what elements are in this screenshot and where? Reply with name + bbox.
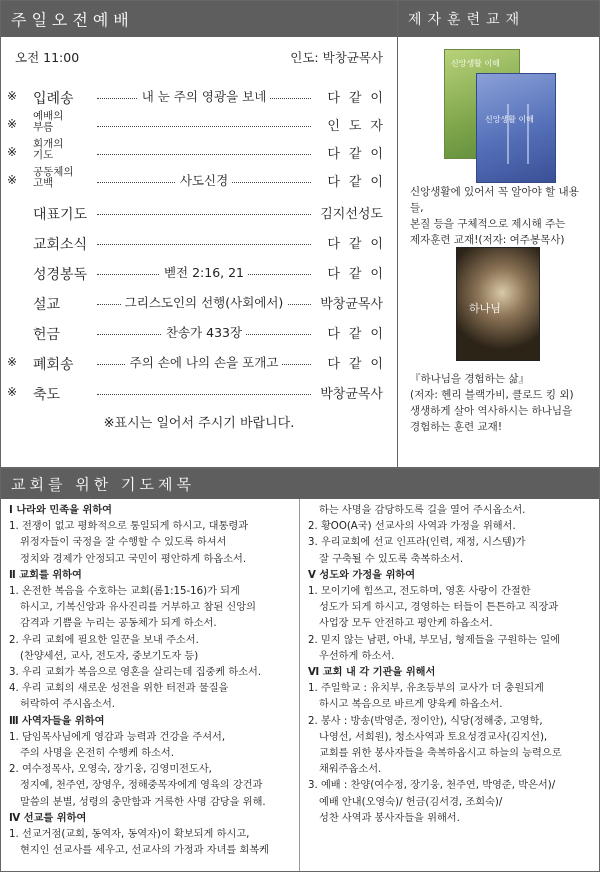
order-item-performer: 다같이 — [323, 233, 392, 252]
prayer-line: 현지인 선교사를 세우고, 선교사의 가정과 자녀를 회복케 — [20, 845, 270, 857]
order-item-name: 대표기도 — [33, 207, 88, 223]
book2-title: 신앙생활 이해 — [485, 115, 534, 124]
prayer-line: 예배 안내(오영숙)/ 헌금(김서경, 조희숙)/ — [319, 796, 503, 808]
prayer-line: 위정자들이 국정을 잘 수행할 수 있도록 하셔서 — [20, 537, 227, 549]
prayer-line: 하시고, 기복신앙과 유사진리를 거부하고 참된 신앙의 — [20, 602, 256, 614]
order-item-detail-text: 벧전 2:16, 21 — [160, 265, 248, 280]
prayer-section-heading: Ⅴ 성도와 가정을 위하여 — [308, 569, 416, 581]
prayer-line: 1. 전쟁이 없고 평화적으로 통일되게 하시고, 대통령과 — [9, 521, 249, 533]
order-item-performer: 다같이 — [323, 323, 392, 342]
order-item-name: 폐회송 — [33, 357, 74, 373]
order-item-detail-text: 그리스도인의 선행(사회에서) — [121, 295, 288, 310]
order-item-detail — [101, 323, 307, 341]
standing-note: ※표시는 일어서 주시기 바랍니다. — [103, 416, 295, 431]
leader-dots — [97, 214, 311, 215]
prayer-line: 2. 봉사 : 방송(박영준, 정이안), 식당(정해중, 고영학, — [308, 715, 543, 727]
book-description-line: 『하나님을 경험하는 삶』 — [410, 373, 529, 385]
standing-mark: ※ — [7, 145, 18, 159]
standing-mark: ※ — [7, 355, 18, 369]
order-item-detail-text: 내 눈 주의 영광을 보네 — [138, 89, 271, 104]
prayer-line: 하시고 복음으로 바르게 양육케 하옵소서. — [319, 699, 503, 711]
prayer-line: (찬양세션, 교사, 전도자, 중보기도자 등) — [20, 650, 199, 662]
order-item — [1, 167, 398, 193]
prayer-section-heading: Ⅵ 교회 내 각 기관을 위해서 — [308, 667, 436, 679]
order-item-performer: 다같이 — [323, 143, 392, 162]
prayer-line: 3. 우리교회에 선교 인프라(인력, 재정, 시스템)가 — [308, 537, 526, 549]
prayer-line: 2. 믿지 않는 남편, 아내, 부모님, 형제들을 구원하는 일에 — [308, 634, 561, 646]
order-item-performer: 김지선성도 — [315, 203, 383, 222]
prayer-line: 하는 사명을 감당하도록 길을 열어 주시옵소서. — [319, 505, 526, 516]
prayer-line: 우선하게 하소서. — [319, 650, 395, 662]
order-item — [1, 229, 398, 255]
order-item — [1, 259, 398, 285]
prayer-line: 1. 선교거점(교회, 동역자, 동역자)이 확보되게 하시고, — [9, 829, 250, 841]
order-item-name: 입례송 — [33, 91, 74, 107]
order-item-name: 성경봉독 — [33, 267, 88, 283]
worship-header — [1, 1, 397, 37]
prayer-line: 정지예, 천주연, 장영우, 정해중목자에게 영육의 강건과 — [20, 780, 263, 792]
order-item-name-line: 예배의 — [33, 110, 64, 122]
order-item-name-line: 회개의 — [33, 138, 64, 150]
book3-title: 하나님 — [469, 302, 501, 315]
order-item — [1, 139, 398, 165]
book-description-line: 본질 등을 구체적으로 제시해 주는 — [410, 218, 566, 230]
leader-dots — [97, 154, 311, 155]
order-item-performer: 다같이 — [323, 171, 392, 190]
standing-mark: ※ — [7, 117, 18, 131]
order-item-name-line: 공동체의 — [33, 166, 74, 178]
order-item-detail-text: 주의 손에 나의 손을 포개고 — [126, 355, 283, 370]
prayer-line: 허락하여 주시옵소서. — [20, 699, 116, 711]
prayer-header — [1, 469, 599, 499]
prayer-section-heading: Ⅳ 선교를 위하여 — [9, 812, 87, 824]
order-item-detail — [101, 171, 307, 189]
order-item-name-line: 부름 — [33, 121, 54, 133]
prayer-line: 1. 온전한 복음을 수호하는 교회(롬1:15-16)가 되게 — [9, 586, 240, 598]
order-item-performer: 다같이 — [323, 263, 392, 282]
prayer-section-heading: Ⅱ 교회를 위하여 — [9, 569, 82, 581]
order-item-detail — [101, 293, 307, 311]
prayer-section-heading: Ⅰ 나라와 민족을 위하여 — [9, 505, 112, 516]
book2-description — [410, 371, 591, 435]
prayer-column-right — [304, 503, 597, 827]
prayer-title: 교회를 위한 기도제목 — [11, 475, 195, 494]
order-item-detail — [101, 353, 307, 371]
prayer-topics-panel — [0, 468, 600, 872]
prayer-line: 2. 황OO(A국) 선교사의 사역과 가정을 위해서. — [308, 521, 516, 533]
prayer-line: 교회를 위한 봉사자들을 축복하옵시고 하늘의 능력으로 — [319, 748, 562, 760]
order-item — [1, 349, 398, 375]
standing-mark: ※ — [7, 385, 18, 399]
prayer-column-left — [5, 503, 301, 859]
prayer-line: 3. 예배 : 찬양(여수정, 장기웅, 천주연, 박영준, 박은서)/ — [308, 780, 556, 792]
prayer-line: 잘 구축될 수 있도록 축복하소서. — [319, 553, 464, 565]
order-item-detail-text: 찬송가 433장 — [162, 325, 246, 340]
worship-order-panel — [0, 0, 398, 468]
order-item — [1, 199, 398, 225]
order-item-name: 설교 — [33, 297, 61, 313]
cross-figure-icon — [507, 104, 529, 164]
order-item-name: 축도 — [33, 387, 61, 403]
standing-mark: ※ — [7, 173, 18, 187]
order-item — [1, 111, 398, 137]
prayer-line: 주의 사명을 온전히 수행케 하소서. — [20, 748, 174, 760]
prayer-line: 성찬 사역과 봉사자들을 위해서. — [319, 812, 460, 824]
prayer-line: 채워주옵소서. — [319, 764, 382, 776]
leader-dots — [97, 394, 311, 395]
prayer-line: 사업장 모두 안전하고 평안케 하옵소서. — [319, 618, 493, 630]
order-item-name-line: 고백 — [33, 177, 54, 189]
order-item-performer: 다같이 — [323, 87, 392, 106]
prayer-section-heading: Ⅲ 사역자들을 위하여 — [9, 715, 105, 727]
order-item-detail — [101, 263, 307, 281]
leader-dots — [97, 244, 311, 245]
prayer-line: 말씀의 분별, 성령의 충만함과 거룩한 사명 감당을 위해. — [20, 796, 266, 808]
book-description-line: 제자훈련 교재!(저자: 여주봉목사) — [410, 234, 565, 246]
prayer-line: 1. 주일학교 : 유치부, 유초등부의 교사가 더 충원되게 — [308, 683, 544, 695]
order-item — [1, 379, 398, 405]
book-description-line: 생생하게 살아 역사하시는 하나님을 — [410, 405, 573, 417]
worship-time-row — [15, 48, 383, 66]
order-item-name — [33, 167, 95, 189]
order-item-performer: 인도자 — [323, 115, 392, 134]
leader-dots — [97, 126, 311, 127]
order-item-detail — [101, 87, 307, 105]
standing-mark: ※ — [7, 89, 18, 103]
book1-title: 신앙생활 이해 — [451, 59, 500, 68]
prayer-line: 4. 우리 교회의 새로운 성전을 위한 터전과 물질을 — [9, 683, 229, 695]
order-item — [1, 319, 398, 345]
order-item — [1, 83, 398, 109]
order-item-name-line: 기도 — [33, 149, 54, 161]
training-books-panel — [397, 0, 600, 468]
worship-leader: 인도: 박창균목사 — [290, 50, 383, 65]
order-item-name: 교회소식 — [33, 237, 88, 253]
book-description-line: 경험하는 훈련 교재! — [410, 421, 503, 433]
books-title: 제자훈련교재 — [408, 12, 526, 28]
prayer-line: 1. 모이기에 힘쓰고, 전도하며, 영혼 사랑이 간절한 — [308, 586, 531, 598]
order-item-detail-text: 사도신경 — [176, 173, 232, 188]
order-item-name — [33, 139, 95, 161]
prayer-line: 성도가 되게 하시고, 경영하는 터들이 튼튼하고 직장과 — [319, 602, 559, 614]
prayer-line: 2. 우리 교회에 필요한 일꾼을 보내 주소서. — [9, 634, 199, 646]
order-item-name: 헌금 — [33, 327, 61, 343]
book-description-line: 신앙생활에 있어서 꼭 알아야 할 내용들, — [410, 186, 579, 214]
prayer-line: 1. 담임목사님에게 영감과 능력과 건강을 주셔서, — [9, 731, 226, 743]
prayer-line: 나영선, 서희원), 청소사역과 토요성경교사(김지선), — [319, 731, 548, 743]
prayer-line: 2. 여수정목사, 오영숙, 장기웅, 김영미전도사, — [9, 764, 212, 776]
prayer-line: 감격과 기쁨을 누리는 공동체가 되게 하소서. — [20, 618, 217, 630]
prayer-line: 정치와 경제가 안정되고 국민이 평안하게 하옵소서. — [20, 553, 247, 565]
books-header — [398, 1, 599, 37]
order-item-performer: 박창균목사 — [315, 383, 383, 402]
book-cover-experiencing-god — [456, 247, 540, 361]
worship-time: 오전 11:00 — [15, 50, 80, 65]
order-item-performer: 다같이 — [323, 353, 392, 372]
book-cover-blue — [476, 73, 556, 183]
book-description-line: (저자: 헨리 블랙가비, 클로드 킹 외) — [410, 389, 574, 401]
worship-title: 주일오전예배 — [11, 10, 134, 30]
order-item-name — [33, 111, 95, 133]
prayer-line: 3. 우리 교회가 복음으로 영혼을 살리는데 집중케 하소서. — [9, 667, 262, 679]
order-item-performer: 박창균목사 — [315, 293, 383, 312]
book1-description — [410, 184, 591, 248]
order-item — [1, 289, 398, 315]
